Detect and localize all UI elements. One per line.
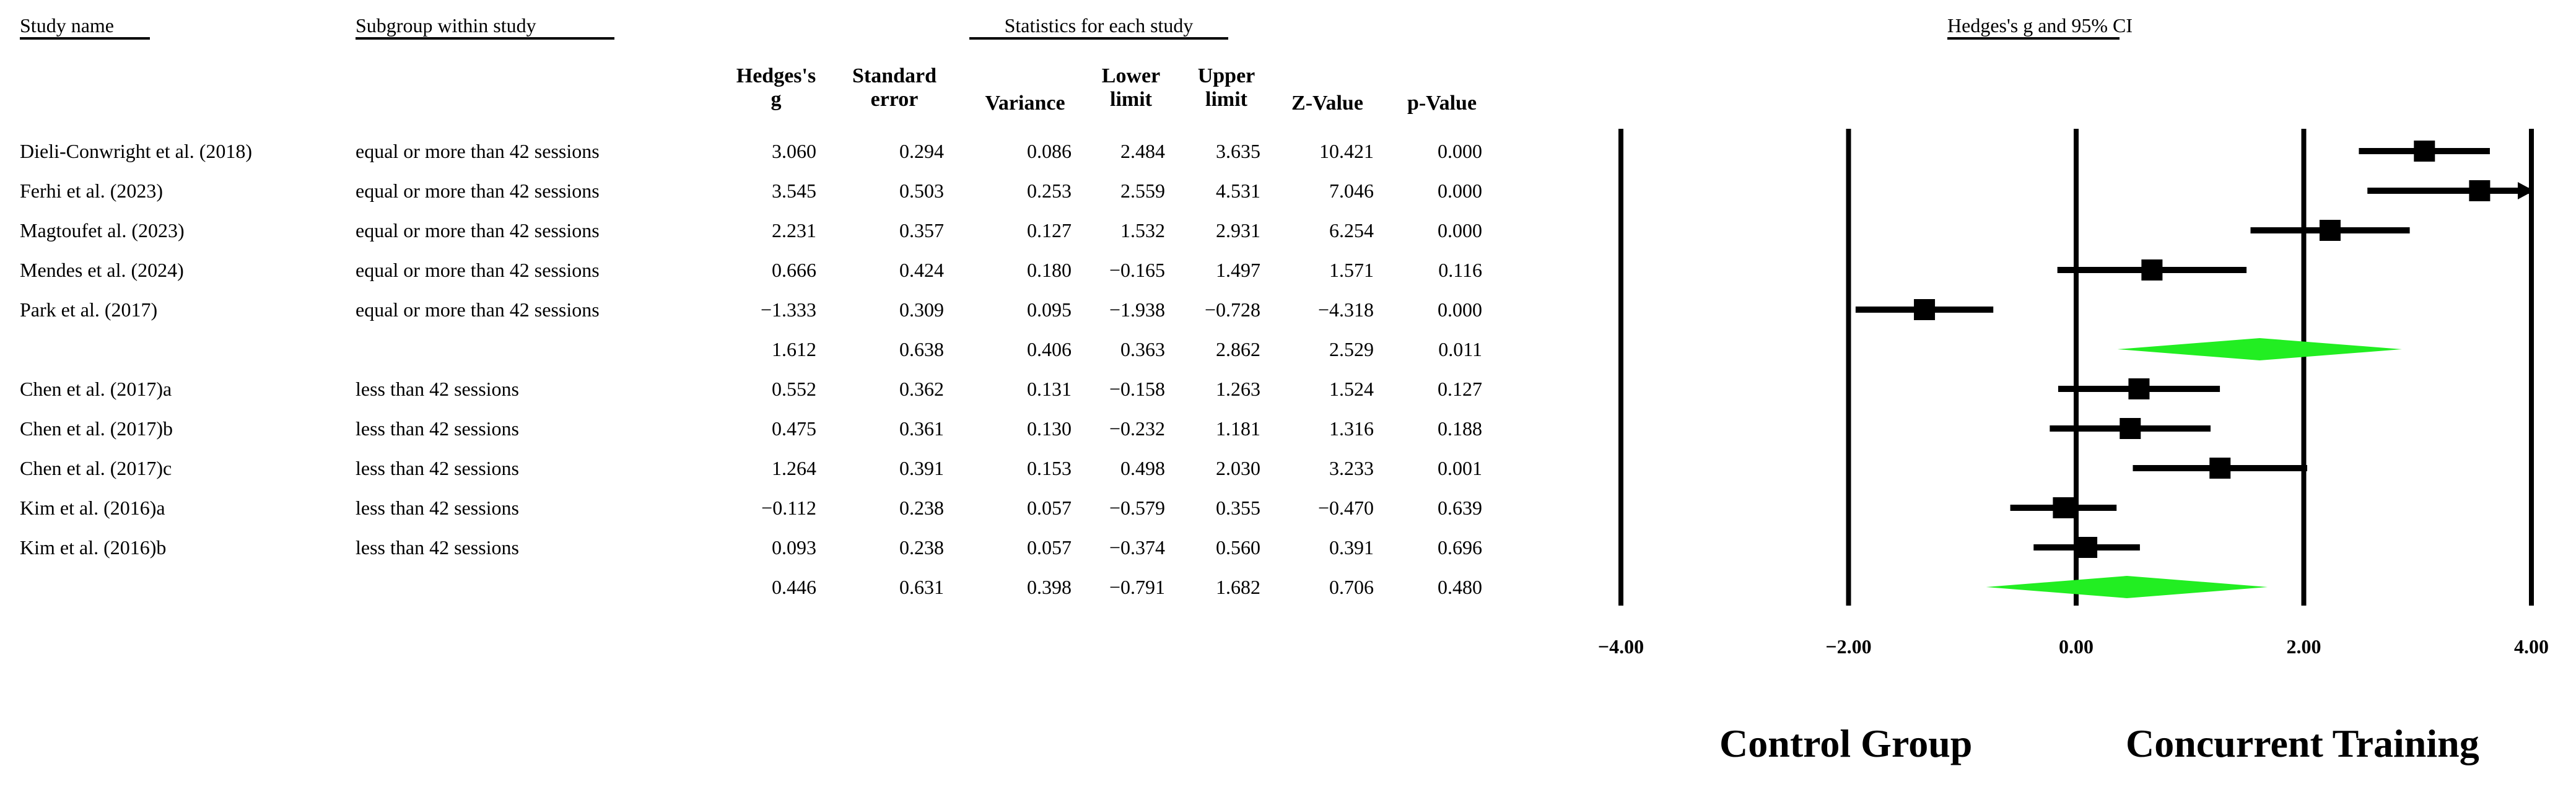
value-cell-lower: −0.791: [1109, 576, 1165, 598]
effect-square: [2128, 378, 2149, 399]
value-cell-upper: 0.355: [1216, 497, 1260, 519]
value-cell-se: 0.294: [899, 140, 944, 162]
value-cell-g: 3.545: [772, 180, 816, 202]
value-cell-se: 0.238: [899, 536, 944, 559]
value-cell-var: 0.406: [1027, 338, 1072, 360]
value-cell-upper: 1.682: [1216, 576, 1260, 598]
value-cell-var: 0.131: [1027, 378, 1072, 400]
subgroup-cell: less than 42 sessions: [356, 417, 519, 440]
value-cell-z: 7.046: [1329, 180, 1374, 202]
study-name-cell: Magtoufet al. (2023): [20, 219, 185, 242]
subgroup-cell: equal or more than 42 sessions: [356, 259, 600, 281]
x-tick-label: 2.00: [2286, 635, 2321, 658]
value-cell-g: −1.333: [760, 298, 816, 321]
x-tick-label: −4.00: [1597, 635, 1644, 658]
value-cell-var: 0.180: [1027, 259, 1072, 281]
study-name-cell: Chen et al. (2017)b: [20, 417, 173, 440]
value-cell-z: 2.529: [1329, 338, 1374, 360]
value-cell-se: 0.357: [899, 219, 944, 242]
value-cell-lower: 0.363: [1120, 338, 1165, 360]
study-name-cell: Park et al. (2017): [20, 298, 158, 321]
study-name-cell: Ferhi et al. (2023): [20, 180, 164, 202]
value-cell-se: 0.424: [899, 259, 944, 281]
value-cell-p: 0.000: [1438, 298, 1482, 321]
value-cell-se: 0.238: [899, 497, 944, 519]
value-cell-g: 0.552: [772, 378, 816, 400]
subgroup-cell: equal or more than 42 sessions: [356, 298, 600, 321]
value-cell-se: 0.638: [899, 338, 944, 360]
subgroup-cell: less than 42 sessions: [356, 497, 519, 519]
value-cell-z: 1.316: [1329, 417, 1374, 440]
subgroup-cell: equal or more than 42 sessions: [356, 219, 600, 242]
value-cell-lower: −0.374: [1109, 536, 1165, 559]
value-cell-upper: 1.263: [1216, 378, 1260, 400]
effect-square: [1914, 299, 1935, 320]
effect-square: [2053, 497, 2074, 518]
column-header-1: Standard error: [852, 64, 937, 111]
value-cell-lower: −0.165: [1109, 259, 1165, 281]
study-name-cell: Chen et al. (2017)a: [20, 378, 172, 400]
value-cell-p: 0.000: [1438, 140, 1482, 162]
control-group-label: Control Group: [1719, 721, 1973, 765]
column-header-6: p-Value: [1407, 92, 1477, 115]
value-cell-g: 0.666: [772, 259, 816, 281]
value-cell-z: 0.391: [1329, 536, 1374, 559]
value-cell-upper: 2.931: [1216, 219, 1260, 242]
value-cell-se: 0.361: [899, 417, 944, 440]
value-cell-upper: 2.030: [1216, 457, 1260, 479]
value-cell-g: 1.264: [772, 457, 816, 479]
effect-square: [2320, 220, 2341, 241]
value-cell-p: 0.127: [1438, 378, 1482, 400]
value-cell-g: −0.112: [761, 497, 816, 519]
value-cell-lower: −0.232: [1109, 417, 1165, 440]
value-cell-p: 0.480: [1438, 576, 1482, 598]
value-cell-g: 3.060: [772, 140, 816, 162]
value-cell-lower: 2.484: [1120, 140, 1165, 162]
value-cell-se: 0.391: [899, 457, 944, 479]
value-cell-var: 0.127: [1027, 219, 1072, 242]
plot-title: Hedges's g and 95% CI: [1947, 15, 2120, 40]
value-cell-p: 0.188: [1438, 417, 1482, 440]
value-cell-p: 0.696: [1438, 536, 1482, 559]
concurrent-training-label: Concurrent Training: [2126, 721, 2479, 765]
value-cell-se: 0.362: [899, 378, 944, 400]
value-cell-z: 1.524: [1329, 378, 1374, 400]
effect-square: [2209, 458, 2230, 479]
value-cell-g: 0.093: [772, 536, 816, 559]
value-cell-upper: 4.531: [1216, 180, 1260, 202]
value-cell-lower: −1.938: [1109, 298, 1165, 321]
value-cell-g: 2.231: [772, 219, 816, 242]
column-header-5: Z-Value: [1291, 92, 1363, 115]
value-cell-z: −4.318: [1317, 298, 1374, 321]
effect-square: [2141, 259, 2162, 281]
subgroup-cell: less than 42 sessions: [356, 457, 519, 479]
value-cell-z: 1.571: [1329, 259, 1374, 281]
value-cell-lower: −0.158: [1109, 378, 1165, 400]
value-cell-upper: 1.497: [1216, 259, 1260, 281]
value-cell-p: 0.116: [1438, 259, 1482, 281]
value-cell-upper: 1.181: [1216, 417, 1260, 440]
subgroup-cell: equal or more than 42 sessions: [356, 180, 600, 202]
column-header-3: Lower limit: [1101, 64, 1161, 111]
subgroup-cell: less than 42 sessions: [356, 536, 519, 559]
value-cell-var: 0.398: [1027, 576, 1072, 598]
value-cell-var: 0.057: [1027, 536, 1072, 559]
x-tick-label: 4.00: [2514, 635, 2549, 658]
value-cell-z: 6.254: [1329, 219, 1374, 242]
column-header-2: Variance: [985, 92, 1065, 115]
study-name-cell: Kim et al. (2016)b: [20, 536, 167, 559]
value-cell-p: 0.011: [1438, 338, 1482, 360]
study-name-cell: Dieli-Conwright et al. (2018): [20, 140, 253, 162]
value-cell-z: 3.233: [1329, 457, 1374, 479]
x-tick-label: 0.00: [2059, 635, 2094, 658]
x-tick-label: −2.00: [1825, 635, 1872, 658]
header-statistics: Statistics for each study: [969, 15, 1228, 40]
value-cell-g: 0.475: [772, 417, 816, 440]
effect-square: [2469, 180, 2490, 201]
subgroup-cell: equal or more than 42 sessions: [356, 140, 600, 162]
summary-diamond: [2118, 338, 2402, 360]
value-cell-p: 0.639: [1438, 497, 1482, 519]
value-cell-lower: 2.559: [1120, 180, 1165, 202]
value-cell-var: 0.095: [1027, 298, 1072, 321]
value-cell-p: 0.001: [1438, 457, 1482, 479]
subgroup-cell: less than 42 sessions: [356, 378, 519, 400]
study-name-cell: Kim et al. (2016)a: [20, 497, 165, 519]
effect-square: [2076, 537, 2097, 558]
study-name-cell: Chen et al. (2017)c: [20, 457, 172, 479]
value-cell-lower: −0.579: [1109, 497, 1165, 519]
value-cell-var: 0.086: [1027, 140, 1072, 162]
value-cell-upper: 2.862: [1216, 338, 1260, 360]
value-cell-var: 0.057: [1027, 497, 1072, 519]
value-cell-p: 0.000: [1438, 219, 1482, 242]
value-cell-g: 1.612: [772, 338, 816, 360]
value-cell-p: 0.000: [1438, 180, 1482, 202]
value-cell-var: 0.130: [1027, 417, 1072, 440]
value-cell-g: 0.446: [772, 576, 816, 598]
value-cell-z: −0.470: [1317, 497, 1374, 519]
value-cell-upper: 3.635: [1216, 140, 1260, 162]
column-header-0: Hedges's g: [736, 64, 816, 111]
value-cell-upper: 0.560: [1216, 536, 1260, 559]
value-cell-var: 0.153: [1027, 457, 1072, 479]
value-cell-se: 0.631: [899, 576, 944, 598]
value-cell-upper: −0.728: [1204, 298, 1260, 321]
value-cell-z: 0.706: [1329, 576, 1374, 598]
value-cell-lower: 1.532: [1120, 219, 1165, 242]
effect-square: [2120, 418, 2141, 439]
header-subgroup: Subgroup within study: [356, 15, 614, 40]
value-cell-var: 0.253: [1027, 180, 1072, 202]
value-cell-se: 0.503: [899, 180, 944, 202]
column-header-4: Upper limit: [1197, 64, 1255, 111]
effect-square: [2414, 141, 2435, 162]
value-cell-lower: 0.498: [1120, 457, 1165, 479]
value-cell-se: 0.309: [899, 298, 944, 321]
study-name-cell: Mendes et al. (2024): [20, 259, 184, 281]
header-study-name: Study name: [20, 15, 150, 40]
summary-diamond: [1986, 576, 2268, 598]
value-cell-z: 10.421: [1319, 140, 1374, 162]
